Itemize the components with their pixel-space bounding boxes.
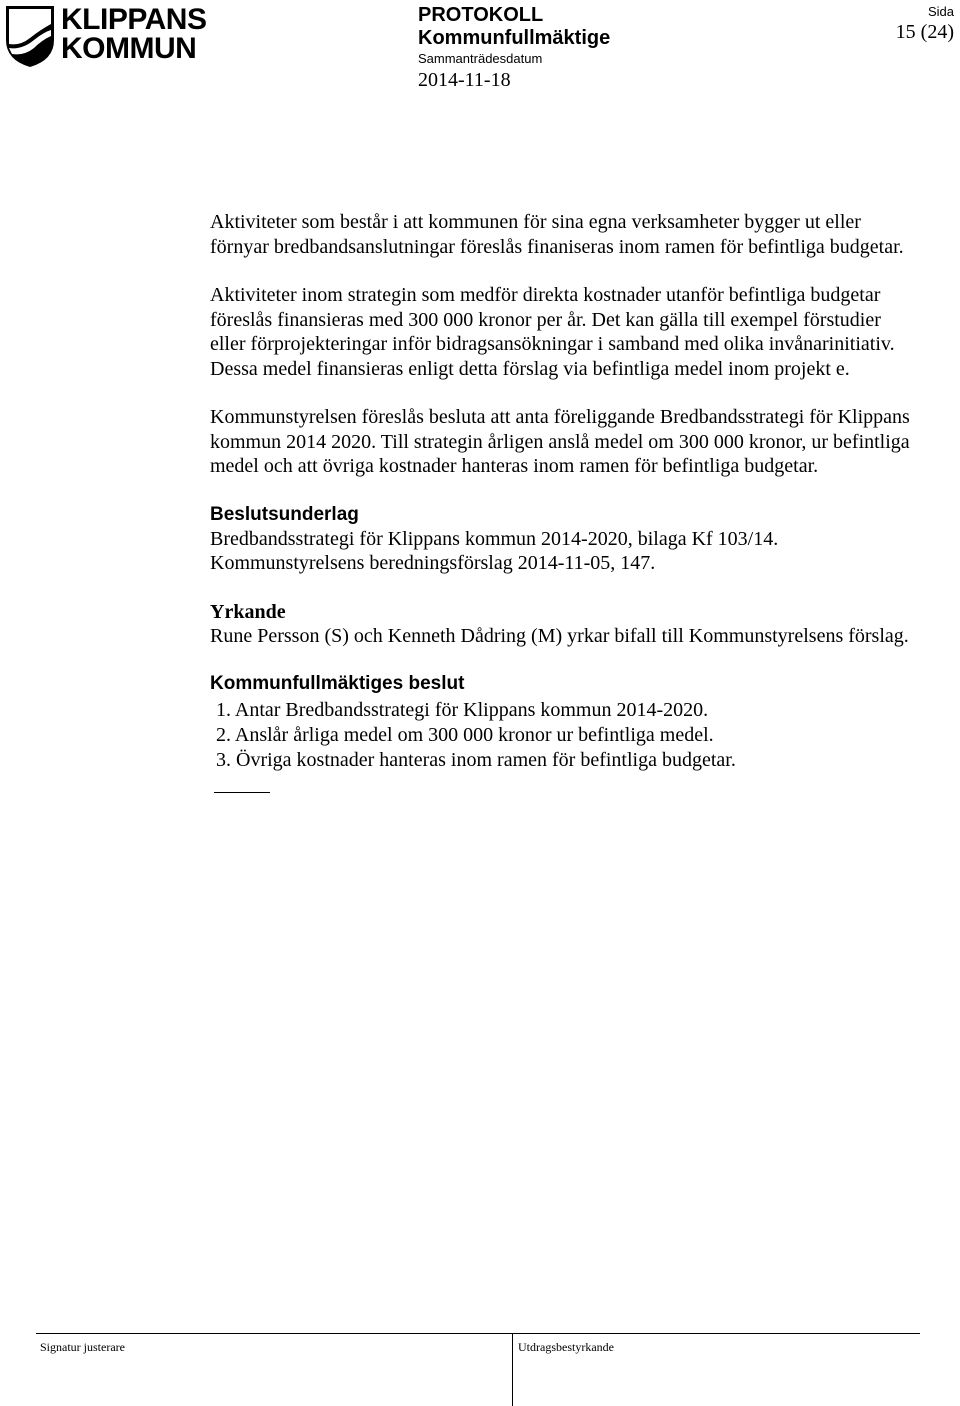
signature-justerare-label: Signatur justerare	[40, 1340, 125, 1354]
yrkande-heading: Yrkande	[210, 600, 286, 623]
logo-line-2: KOMMUN	[61, 32, 197, 65]
paragraph-1: Aktiviteter som består i att kommunen för sina egna verksamheter bygger ut eller förnyar bredbandsanslutningar föreslås finaniseras inom ramen för befintliga budgetar.	[210, 211, 904, 258]
meeting-date: 2014-11-18	[418, 69, 511, 91]
logo-wordmark	[61, 5, 206, 63]
meeting-date-label: Sammanträdesdatum	[418, 51, 543, 66]
beslut-section	[210, 672, 910, 793]
utdragsbestyrkande-label: Utdragsbestyrkande	[518, 1340, 614, 1354]
logo-line-1: KLIPPANS	[61, 3, 207, 36]
document-type: PROTOKOLL	[418, 4, 544, 26]
end-rule	[214, 792, 270, 793]
paragraph-3: Kommunstyrelsen föreslås besluta att anta föreliggande Bredbandsstrategi för Klippans kommun 2014 2020. Till strategin årligen anslå medel om 300 000 kronor, ur befintliga medel och att övriga kostnader hanteras inom ramen för befintliga budgetar.	[210, 406, 910, 477]
decision-item: 1. Antar Bredbandsstrategi för Klippans kommun 2014-2020.	[216, 699, 709, 721]
decision-list	[210, 698, 910, 773]
beslutsunderlag-section	[210, 503, 910, 576]
beslutsunderlag-item-2: Kommunstyrelsens beredningsförslag 2014-11-05, 147.	[210, 552, 656, 574]
beslut-heading: Kommunfullmäktiges beslut	[210, 673, 465, 694]
beslutsunderlag-item-1: Bredbandsstrategi för Klippans kommun 2014-2020, bilaga Kf 103/14.	[210, 527, 779, 550]
coat-of-arms-icon	[4, 4, 56, 68]
page-number: 15 (24)	[895, 21, 954, 43]
decision-item: 2. Anslår årliga medel om 300 000 kronor ur befintliga medel.	[216, 724, 714, 746]
footer-rule	[36, 1333, 920, 1334]
document-header	[418, 4, 610, 93]
page-label: Sida	[927, 4, 954, 19]
protocol-body	[210, 210, 910, 793]
yrkande-text: Rune Persson (S) och Kenneth Dådring (M) yrkar bifall till Kommunstyrelsens förslag.	[210, 624, 909, 647]
beslutsunderlag-heading: Beslutsunderlag	[210, 503, 359, 525]
municipality-logo	[4, 4, 216, 68]
paragraph-2: Aktiviteter inom strategin som medför direkta kostnader utanför befintliga budgetar föreslås finansieras med 300 000 kronor per år. Det kan gälla till exempel förstudier eller förprojekteringar inför bidragsansökningar i samband med olika invånarinitiativ. Dessa medel finansieras enligt detta förslag via befintliga medel inom projekt e.	[210, 284, 895, 380]
decision-item: 3. Övriga kostnader hanteras inom ramen för befintliga budgetar.	[216, 749, 736, 771]
page-indicator	[896, 4, 954, 45]
yrkande-section	[210, 600, 910, 649]
footer-divider	[512, 1333, 513, 1406]
meeting-body: Kommunfullmäktige	[418, 27, 611, 49]
